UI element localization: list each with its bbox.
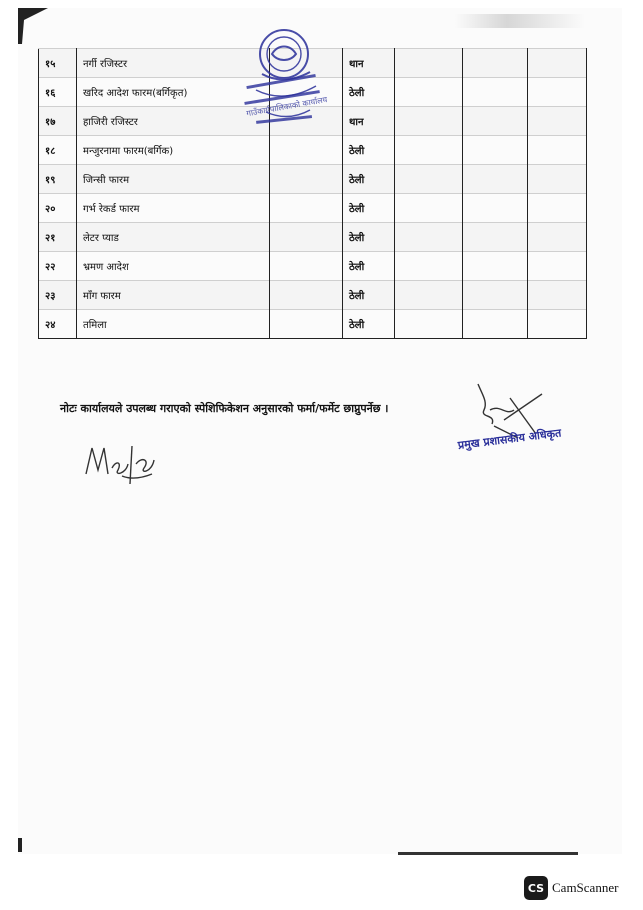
item-name-cell: गर्भ रेकर्ड फारम [77, 194, 270, 223]
table-row [39, 252, 587, 281]
serial-number-cell: १८ [39, 136, 77, 165]
blank-cell [528, 107, 587, 136]
item-name-cell: तमिला [77, 310, 270, 339]
officer-title: प्रमुख प्रशासकीय अधिकृत [457, 426, 562, 452]
blank-cell [463, 107, 528, 136]
blank-cell [270, 252, 343, 281]
serial-number-cell: १५ [39, 49, 77, 78]
blank-cell [463, 310, 528, 339]
blank-cell [395, 194, 463, 223]
blank-cell [463, 194, 528, 223]
table-row [39, 194, 587, 223]
blank-cell [528, 223, 587, 252]
scan-smudge [455, 14, 585, 28]
blank-cell [270, 194, 343, 223]
blank-cell [270, 223, 343, 252]
item-name-cell: जिन्सी फारम [77, 165, 270, 194]
serial-number-cell: २० [39, 194, 77, 223]
blank-cell [270, 136, 343, 165]
blank-cell [463, 223, 528, 252]
blank-cell [463, 78, 528, 107]
unit-cell: ठेली [343, 78, 395, 107]
blank-cell [395, 310, 463, 339]
blank-cell [463, 49, 528, 78]
blank-cell [528, 310, 587, 339]
item-name-cell: माँग फारम [77, 281, 270, 310]
table-row [39, 223, 587, 252]
blank-cell [270, 165, 343, 194]
item-name-cell: लेटर प्याड [77, 223, 270, 252]
blank-cell [528, 49, 587, 78]
table-row [39, 165, 587, 194]
serial-number-cell: १९ [39, 165, 77, 194]
blank-cell [270, 281, 343, 310]
blank-cell [395, 252, 463, 281]
blank-cell [270, 310, 343, 339]
scan-corner-mark [18, 8, 48, 44]
item-name-cell: हाजिरी रजिस्टर [77, 107, 270, 136]
blank-cell [463, 165, 528, 194]
note-text: नोटः कार्यालयले उपलब्ध गराएको स्पेशिफिकेशन अनुसारको फर्मा/फर्मेट छाप्नुपर्नेछ । [60, 402, 389, 415]
blank-cell [528, 165, 587, 194]
unit-cell: ठेली [343, 252, 395, 281]
left-signature [82, 440, 162, 488]
serial-number-cell: १६ [39, 78, 77, 107]
camscanner-logo-icon: CS [524, 876, 548, 900]
serial-number-cell: २३ [39, 281, 77, 310]
blank-cell [463, 136, 528, 165]
seal-text: गाउँकार्यपालिकाको कार्यालय [245, 95, 328, 119]
blank-cell [463, 252, 528, 281]
blank-cell [528, 136, 587, 165]
serial-number-cell: १७ [39, 107, 77, 136]
serial-number-cell: २२ [39, 252, 77, 281]
unit-cell: ठेली [343, 165, 395, 194]
blank-cell [395, 223, 463, 252]
table-row [39, 281, 587, 310]
blank-cell [528, 252, 587, 281]
blank-cell [395, 49, 463, 78]
serial-number-cell: २१ [39, 223, 77, 252]
blank-cell [395, 136, 463, 165]
blank-cell [395, 78, 463, 107]
unit-cell: थान [343, 49, 395, 78]
serial-number-cell: २४ [39, 310, 77, 339]
blank-cell [395, 281, 463, 310]
blank-cell [528, 194, 587, 223]
table-row [39, 136, 587, 165]
blank-cell [528, 281, 587, 310]
blank-cell [395, 107, 463, 136]
item-name-cell: मन्जुरनामा फारम(बर्गिक) [77, 136, 270, 165]
item-name-cell: भ्रमण आदेश [77, 252, 270, 281]
table-row [39, 310, 587, 339]
unit-cell: ठेली [343, 281, 395, 310]
unit-cell: ठेली [343, 223, 395, 252]
blank-cell [395, 165, 463, 194]
unit-cell: ठेली [343, 136, 395, 165]
unit-cell: थान [343, 107, 395, 136]
blank-cell [463, 281, 528, 310]
unit-cell: ठेली [343, 310, 395, 339]
scan-edge-mark [18, 838, 22, 852]
camscanner-name: CamScanner [552, 880, 619, 895]
blank-cell [528, 78, 587, 107]
unit-cell: ठेली [343, 194, 395, 223]
scan-edge-line [398, 852, 578, 855]
item-name-cell: खरिद आदेश फारम(बर्गिकृत) [77, 78, 270, 107]
office-seal [232, 24, 334, 136]
item-name-cell: नर्गी रजिस्टर [77, 49, 270, 78]
camscanner-watermark [524, 876, 618, 900]
